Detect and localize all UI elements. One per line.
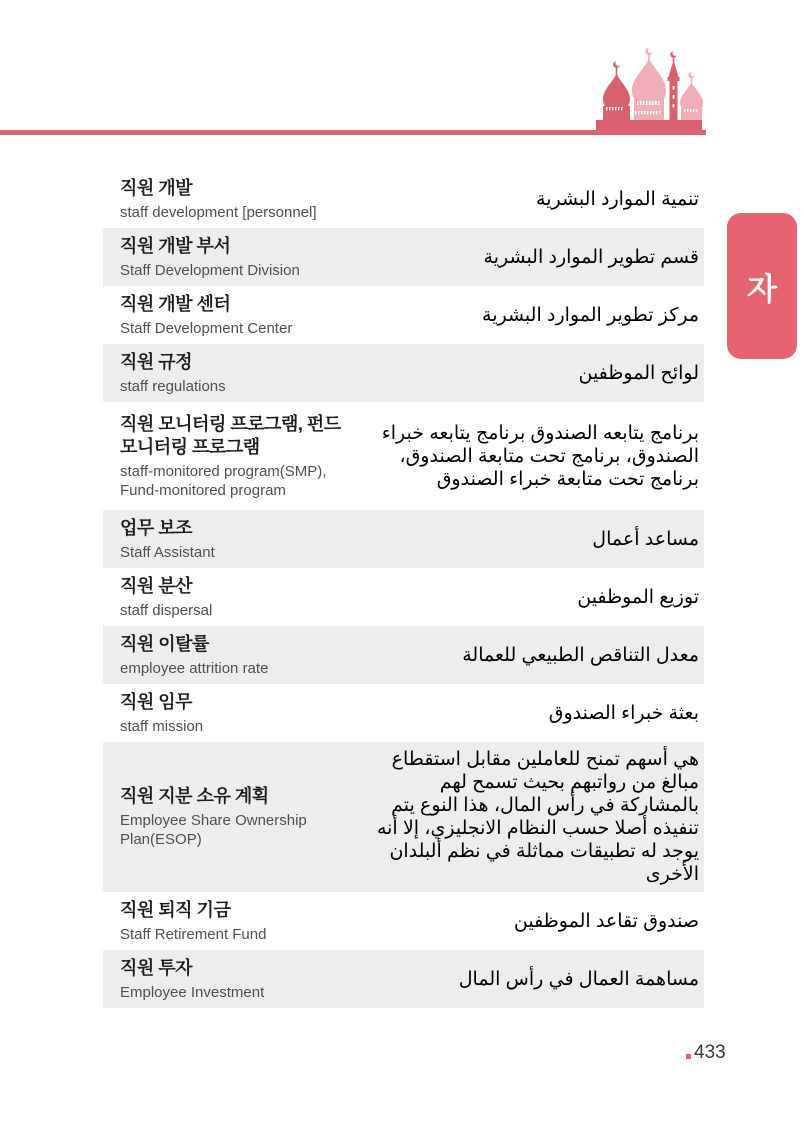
korean-term: 직원 임무 [120,691,193,712]
term-cell [103,177,355,222]
table-row [103,510,704,568]
english-term: staff regulations [120,377,226,395]
term-cell [103,351,355,396]
english-term: Staff Development Division [120,261,300,279]
translation-cell [355,246,704,269]
arabic-translation: مساهمة العمال في رأس المال [458,968,699,990]
translation-cell [355,586,704,609]
korean-term: 직원 투자 [120,957,193,978]
arabic-translation: صندوق تقاعد الموظفين [513,910,699,932]
translation-cell [355,748,704,886]
translation-cell [355,304,704,327]
table-row [103,228,704,286]
english-term: Employee Share Ownership Plan(ESOP) [120,812,307,848]
term-cell [103,235,355,280]
arabic-translation: لوائح الموظفين [578,362,699,384]
glossary-table [103,170,704,1008]
translation-cell [355,188,704,211]
arabic-translation: معدل التناقص الطبيعي للعمالة [462,644,699,666]
english-term: Staff Development Center [120,319,293,337]
english-term: Employee Investment [120,983,265,1001]
arabic-translation: مركز تطوير الموارد البشرية [482,304,699,326]
arabic-translation: قسم تطوير الموارد البشرية [483,246,699,268]
korean-term: 직원 퇴직 기금 [120,899,231,920]
table-row [103,344,704,402]
section-tab [727,213,797,359]
page-number [686,1043,726,1063]
arabic-translation: مساعد أعمال [592,528,699,550]
translation-cell [355,422,704,491]
mosque-icon [590,48,710,139]
table-row [103,742,704,892]
english-term: employee attrition rate [120,659,269,677]
term-cell [103,633,355,678]
section-tab-label: 자 [747,271,777,307]
korean-term: 직원 개발 센터 [120,293,231,314]
english-term: staff mission [120,717,204,735]
term-cell [103,293,355,338]
korean-term: 직원 모니터링 프로그램, 펀드 모니터링 프로그램 [120,413,341,457]
korean-term: 업무 보조 [120,517,193,538]
korean-term: 직원 개발 부서 [120,235,231,256]
page-number-text: 433 [694,1042,726,1063]
translation-cell [355,702,704,725]
term-cell [103,691,355,736]
translation-cell [355,910,704,933]
english-term: staff dispersal [120,601,213,619]
korean-term: 직원 이탈률 [120,633,209,654]
translation-cell [355,362,704,385]
table-row [103,402,704,510]
table-row [103,684,704,742]
page-number-dot-icon [686,1054,691,1059]
table-row [103,950,704,1008]
korean-term: 직원 개발 [120,177,193,198]
arabic-translation: توزيع الموظفين [577,586,699,608]
english-term: staff development [personnel] [120,203,317,221]
translation-cell [355,968,704,991]
term-cell [103,517,355,562]
english-term: staff-monitored program(SMP), Fund-monitored program [120,462,327,499]
term-cell [103,899,355,944]
table-row [103,170,704,228]
translation-cell [355,528,704,551]
table-row [103,568,704,626]
term-cell [103,785,355,849]
term-cell [103,575,355,620]
arabic-translation: بعثة خبراء الصندوق [548,702,699,724]
english-term: Staff Retirement Fund [120,925,267,943]
english-term: Staff Assistant [120,543,215,561]
arabic-translation: برنامج يتابعه الصندوق برنامج يتابعه خبراء الصندوق، برنامج تحت متابعة الصندوق، برنامج تحت متابعة خبراء الصندوق [381,422,699,490]
table-row [103,892,704,950]
term-cell [103,957,355,1002]
term-cell [103,413,355,500]
korean-term: 직원 규정 [120,351,193,372]
translation-cell [355,644,704,667]
arabic-translation: هي أسهم تمنح للعاملين مقابل استقطاع مبالغ من رواتبهم بحيث تسمح لهم بالمشاركة في رأس المال، هذا النوع يتم تنفيذه أصلا حسب النظام الانجليزي، إلا أنه يوجد له تطبيقات مماثلة في نظم ألبلدان الأخرى [376,749,699,885]
arabic-translation: تنمية الموارد البشرية [536,188,699,210]
korean-term: 직원 지분 소유 계획 [120,786,269,806]
table-row [103,286,704,344]
table-row [103,626,704,684]
korean-term: 직원 분산 [120,575,193,596]
